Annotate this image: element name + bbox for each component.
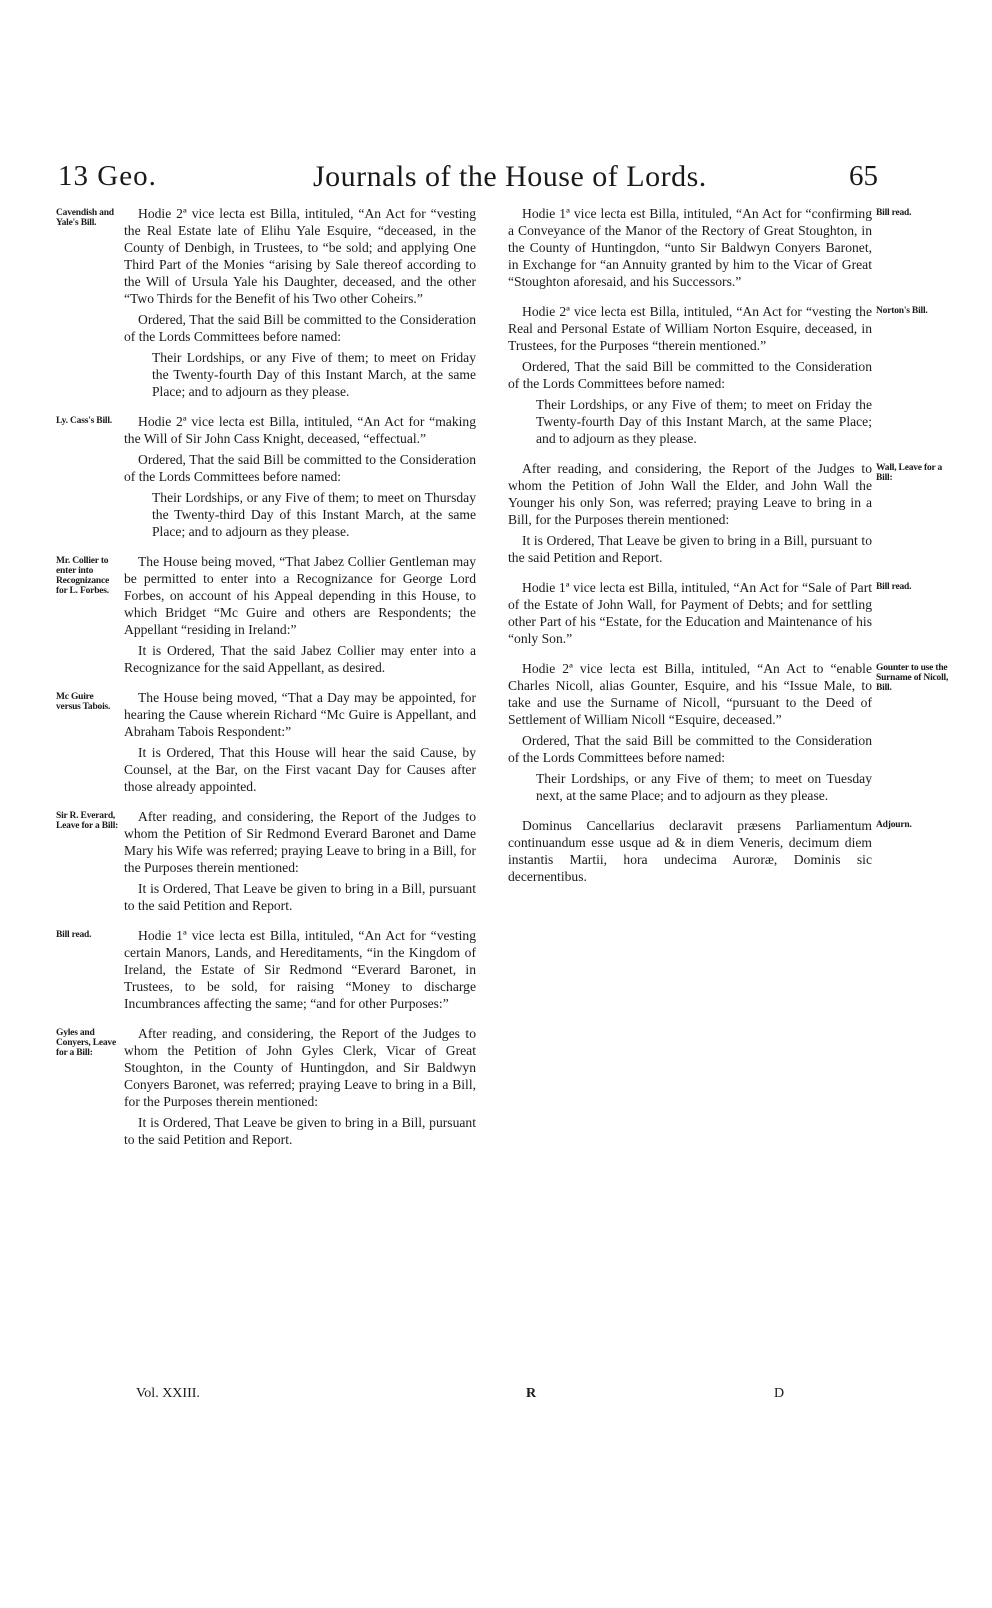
signature-mark: R xyxy=(526,1386,537,1401)
journal-entry xyxy=(508,460,943,566)
entry-paragraph: Hodie 2ª vice lecta est Billa, intituled, “An Act to “enable Charles Nicoll, alias Gounter, Esquire, and his “Issue Male, to take and use the Surname of Nicoll, “pursuant to the Deed of Settlement of William Nicoll “Esquire, deceased.” xyxy=(508,661,872,727)
entry-paragraph: After reading, and considering, the Report of the Judges to whom the Petition of John Gyles Clerk, Vicar of Great Stoughton, in the County of Huntingdon, and Sir Baldwyn Conyers Baronet, was referred; praying Leave to bring in a Bill, for the Purposes therein mentioned: xyxy=(124,1026,476,1109)
journal-entry xyxy=(508,303,928,447)
right-column xyxy=(508,205,949,898)
journal-entry xyxy=(56,553,476,676)
margin-note: Ly. Cass's Bill. xyxy=(56,416,112,426)
margin-note: Bill read. xyxy=(876,208,912,218)
journal-entry xyxy=(508,660,949,804)
volume-label: Vol. XXIII. xyxy=(136,1386,200,1401)
page-number: 65 xyxy=(849,160,878,192)
catchword: D xyxy=(774,1386,785,1401)
page-header xyxy=(58,160,878,200)
regnal-year: 13 Geo. xyxy=(58,160,157,192)
journal-entry xyxy=(56,689,476,795)
entry-paragraph: Their Lordships, or any Five of them; to meet on Tuesday next, at the same Place; and to adjourn as they please. xyxy=(536,771,872,803)
entry-paragraph: Hodie 1ª vice lecta est Billa, intituled, “An Act for “vesting certain Manors, Lands, and Hereditaments, “in the Kingdom of Ireland, the Estate of Sir Redmond “Everard Baronet, in Trustees, to be sold, for raising “Money to discharge Incumbrances affecting the same; “and for other Purposes:” xyxy=(124,928,476,1011)
margin-note: Wall, Leave for a Bill: xyxy=(876,463,943,483)
entry-paragraph: After reading, and considering, the Report of the Judges to whom the Petition of John Wall the Elder, and John Wall the Younger his only Son, was referred; praying Leave to bring in a Bill, for the Purposes therein mentioned: xyxy=(508,461,872,527)
entry-paragraph: Hodie 2ª vice lecta est Billa, intituled, “An Act for “vesting the Real and Personal Estate of William Norton Esquire, deceased, in Trustees, for the Purposes “therein mentioned.” xyxy=(508,304,872,353)
entry-paragraph: Hodie 2ª vice lecta est Billa, intituled, “An Act for “vesting the Real Estate late of Elihu Yale Esquire, “deceased, in the County of Denbigh, in Trustees, to “be sold; and applying One Third Part of the Monies “arising by Sale thereof according to the Will of Ursula Yale his Daughter, deceased, and the other “Two Thirds for the Benefit of his Two other Coheirs.” xyxy=(124,206,476,306)
entry-paragraph: It is Ordered, That Leave be given to bring in a Bill, pursuant to the said Petition and Report. xyxy=(124,881,476,913)
margin-note: Sir R. Everard, Leave for a Bill: xyxy=(56,811,119,831)
entry-paragraph: It is Ordered, That Leave be given to bring in a Bill, pursuant to the said Petition and Report. xyxy=(508,533,872,565)
entry-paragraph: Ordered, That the said Bill be committed to the Consideration of the Lords Committees before named: xyxy=(124,452,476,484)
entry-paragraph: Their Lordships, or any Five of them; to meet on Thursday the Twenty-third Day of this Instant March, at the same Place; and to adjourn as they please. xyxy=(152,490,476,539)
entry-paragraph: Ordered, That the said Bill be committed to the Consideration of the Lords Committees before named: xyxy=(508,359,872,391)
entry-paragraph: Ordered, That the said Bill be committed to the Consideration of the Lords Committees before named: xyxy=(124,312,476,344)
entry-paragraph: The House being moved, “That Jabez Collier Gentleman may be permitted to enter into a Recognizance for George Lord Forbes, on account of his Appeal depending in this House, to which Bridget “Mc Guire and others are Respondents; the Appellant “residing in Ireland:” xyxy=(124,554,476,637)
entry-paragraph: The House being moved, “That a Day may be appointed, for hearing the Cause wherein Richard “Mc Guire is Appellant, and Abraham Tabois Respondent:” xyxy=(124,690,476,739)
page-footer xyxy=(124,1386,884,1406)
journal-title: Journals of the House of Lords. xyxy=(313,160,707,193)
left-column xyxy=(56,205,476,1161)
journal-entry xyxy=(508,205,912,290)
margin-note: Mr. Collier to enter into Recognizance for L. Forbes. xyxy=(56,556,109,596)
entry-paragraph: It is Ordered, That the said Jabez Collier may enter into a Recognizance for the said Appellant, as desired. xyxy=(124,643,476,675)
margin-note: Mc Guire versus Tabois. xyxy=(56,692,111,712)
entry-paragraph: Hodie 1ª vice lecta est Billa, intituled, “An Act for “confirming a Conveyance of the Manor of the Rectory of Great Stoughton, in the County of Huntingdon, “unto Sir Baldwyn Conyers Baronet, in Exchange for “an Annuity granted by him to the Vicar of Great “Stoughton aforesaid, and his Successors.” xyxy=(508,206,872,289)
entry-paragraph: It is Ordered, That Leave be given to bring in a Bill, pursuant to the said Petition and Report. xyxy=(124,1115,476,1147)
journal-entry xyxy=(508,579,912,647)
margin-note: Adjourn. xyxy=(876,820,912,830)
entry-paragraph: Dominus Cancellarius declaravit præsens Parliamentum continuandum esse usque ad & in diem Veneris, decimum diem instantis Martii, hora undecima Auroræ, Dominis sic decernentibus. xyxy=(508,818,872,884)
entry-paragraph: After reading, and considering, the Report of the Judges to whom the Petition of Sir Redmond Everard Baronet and Dame Mary his Wife was referred; praying Leave to bring in a Bill, for the Purposes therein mentioned: xyxy=(124,809,476,875)
journal-entry xyxy=(508,817,912,885)
entry-paragraph: Hodie 1ª vice lecta est Billa, intituled, “An Act for “Sale of Part of the Estate of John Wall, for Payment of Debts; and for settling other Part of his “Estate, for the Education and Maintenance of his “only Son.” xyxy=(508,580,872,646)
margin-note: Norton's Bill. xyxy=(876,306,928,316)
margin-note: Cavendish and Yale's Bill. xyxy=(56,208,114,228)
margin-note: Gounter to use the Surname of Nicoll, Bill. xyxy=(876,663,949,693)
entry-paragraph: Ordered, That the said Bill be committed to the Consideration of the Lords Committees before named: xyxy=(508,733,872,765)
margin-note: Bill read. xyxy=(876,582,912,592)
margin-note: Gyles and Conyers, Leave for a Bill: xyxy=(56,1028,116,1058)
journal-entry xyxy=(56,413,476,540)
entry-paragraph: Their Lordships, or any Five of them; to meet on Friday the Twenty-fourth Day of this Instant March, at the same Place; and to adjourn as they please. xyxy=(536,397,872,446)
journal-entry xyxy=(56,205,476,400)
journal-entry xyxy=(56,808,476,914)
entry-paragraph: Their Lordships, or any Five of them; to meet on Friday the Twenty-fourth Day of this Instant March, at the same Place; and to adjourn as they please. xyxy=(152,350,476,399)
journal-entry xyxy=(56,1025,476,1148)
margin-note: Bill read. xyxy=(56,930,92,940)
journal-entry xyxy=(56,927,476,1012)
entry-paragraph: It is Ordered, That this House will hear the said Cause, by Counsel, at the Bar, on the First vacant Day for Causes after those already appointed. xyxy=(124,745,476,794)
entry-paragraph: Hodie 2ª vice lecta est Billa, intituled, “An Act for “making the Will of Sir John Cass Knight, deceased, “effectual.” xyxy=(124,414,476,446)
